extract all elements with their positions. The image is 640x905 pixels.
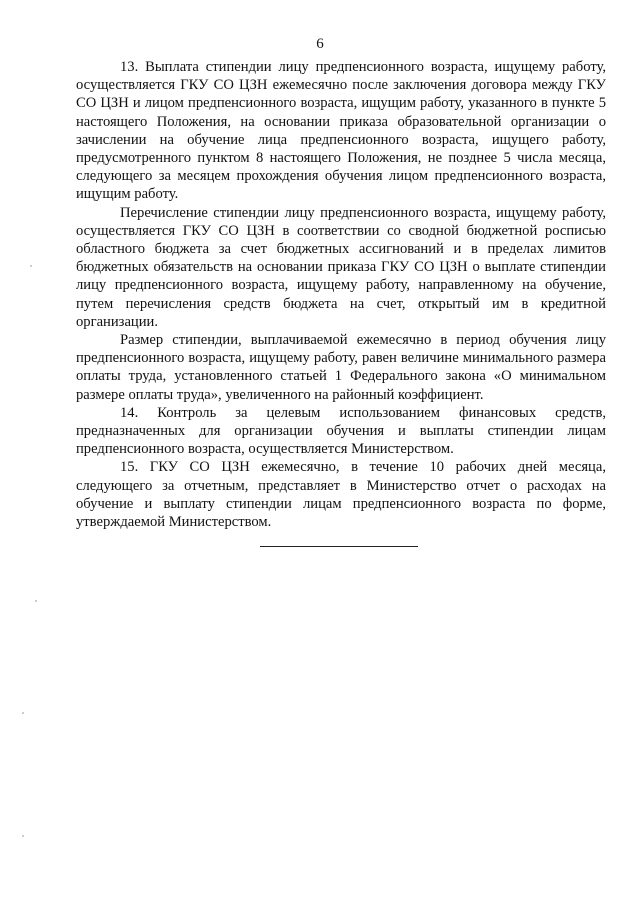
scan-speck [22,835,24,837]
scan-speck [30,265,32,267]
scan-speck [35,600,37,602]
paragraph-stipend-amount: Размер стипендии, выплачиваемой ежемесячно в период обучения лицу предпенсионного возраста, ищущему работу, равен величине минимального размера оплаты труда, установленного статьей 1 Федерального закона «О минимальном размере оплаты труда», увеличенного на районный коэффициент. [76,332,606,403]
page-number: 6 [316,36,324,52]
end-divider-line [260,546,418,547]
paragraph-15: 15. ГКУ СО ЦЗН ежемесячно, в течение 10 рабочих дней месяца, следующего за отчетным, представляет в Министерство отчет о расходах на обучение и выплату стипендии лицам предпенсионного возраста по форме, утверждаемой Министерством. [76,459,606,531]
scan-speck [22,712,24,714]
paragraph-13: 13. Выплата стипендии лицу предпенсионного возраста, ищущему работу, осуществляется ГКУ СО ЦЗН ежемесячно после заключения договора между ГКУ СО ЦЗН и лицом предпенсионного возраста, ищущим работу, указанного в пункте 5 настоящего Положения, на основании приказа образовательной организации о зачислении на обучение лица предпенсионного возраста, ищущего работу, предусмотренного пунктом 8 настоящего Положения, не позднее 5 числа месяца, следующего за месяцем прохождения обучения лицом предпенсионного возраста, ищущим работу. [76,59,606,203]
paragraph-14: 14. Контроль за целевым использованием финансовых средств, предназначенных для организации обучения и выплаты стипендии лицам предпенсионного возраста, осуществляется Министерством. [76,404,606,458]
document-body [76,58,606,531]
paragraph-stipend-transfer: Перечисление стипендии лицу предпенсионного возраста, ищущему работу, осуществляется ГКУ СО ЦЗН в соответствии со сводной бюджетной росписью областного бюджета за счет бюджетных ассигнований и в пределах лимитов бюджетных обязательств на основании приказа ГКУ СО ЦЗН о выплате стипендии лицу предпенсионного возраста, ищущему работу, направленному на обучение, путем перечисления средств бюджета на счет, открытый им в кредитной организации. [76,204,606,330]
